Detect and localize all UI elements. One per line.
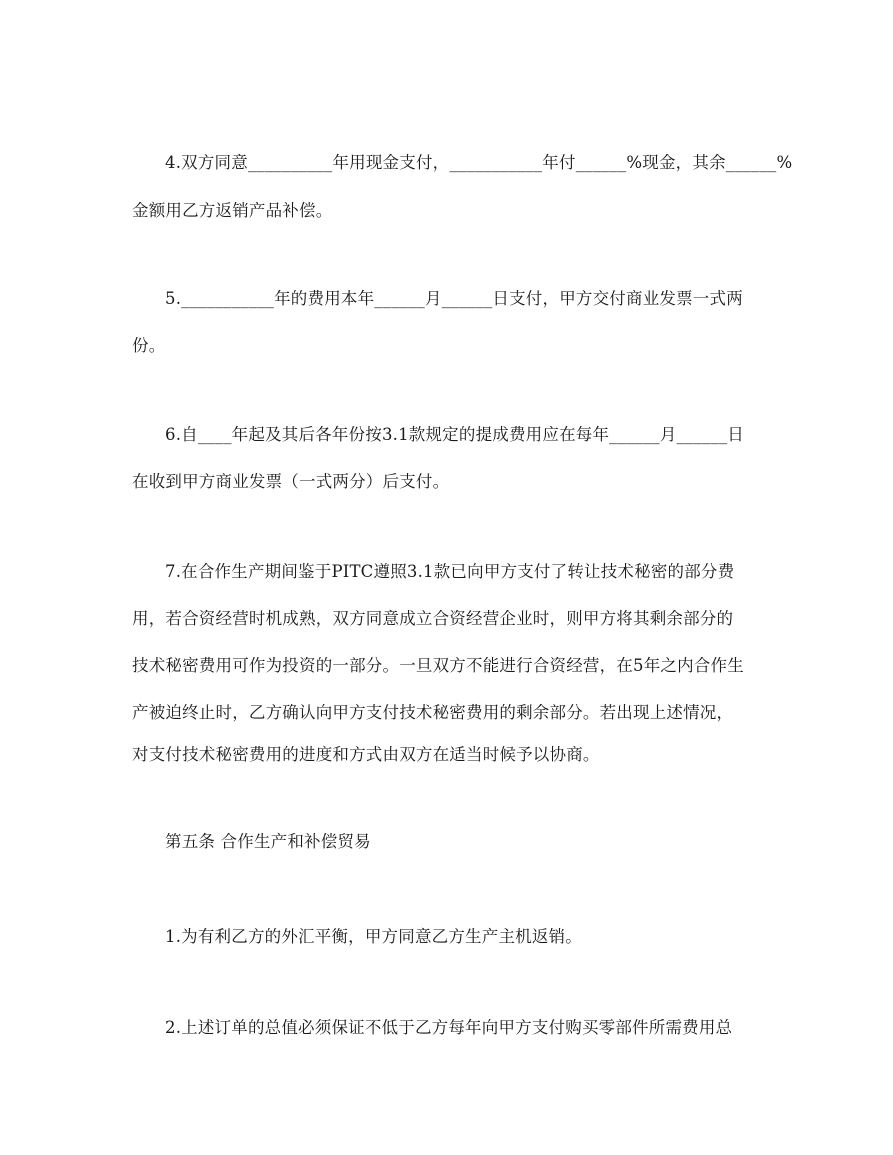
paragraph-6-line-2: 在收到甲方商业发票（一式两分）后支付。 [132,472,450,491]
article-5-item-2: 2.上述订单的总值必须保证不低于乙方每年向甲方支付购买零部件所需费用总 [165,1018,733,1037]
paragraph-7-line-5: 对支付技术秘密费用的进度和方式由双方在适当时候予以协商。 [132,745,600,764]
article-5-item-1: 1.为有利乙方的外汇平衡，甲方同意乙方生产主机返销。 [165,927,582,946]
paragraph-5-line-1: 5.___________年的费用本年______月______日支付，甲方交付商业发票一式两 [165,289,743,308]
paragraph-7-line-1: 7.在合作生产期间鉴于PITC遵照3.1款已向甲方支付了转让技术秘密的部分费 [165,562,735,581]
paragraph-7-line-3: 技术秘密费用可作为投资的一部分。一旦双方不能进行合资经营，在5年之内合作生 [132,656,744,675]
paragraph-7-line-2: 用，若合资经营时机成熟，双方同意成立合资经营企业时，则甲方将其剩余部分的 [132,609,734,628]
paragraph-4-line-2: 金额用乙方返销产品补偿。 [132,201,333,220]
paragraph-7-line-4: 产被迫终止时，乙方确认向甲方支付技术秘密费用的剩余部分。若出现上述情况， [132,703,734,722]
paragraph-5-line-2: 份。 [132,336,166,355]
paragraph-4-line-1: 4.双方同意__________年用现金支付，___________年付______%现金，其余______% [165,153,793,172]
paragraph-6-line-1: 6.自____年起及其后各年份按3.1款规定的提成费用应在每年______月______日 [165,425,744,444]
article-5-heading: 第五条 合作生产和补偿贸易 [165,832,371,851]
